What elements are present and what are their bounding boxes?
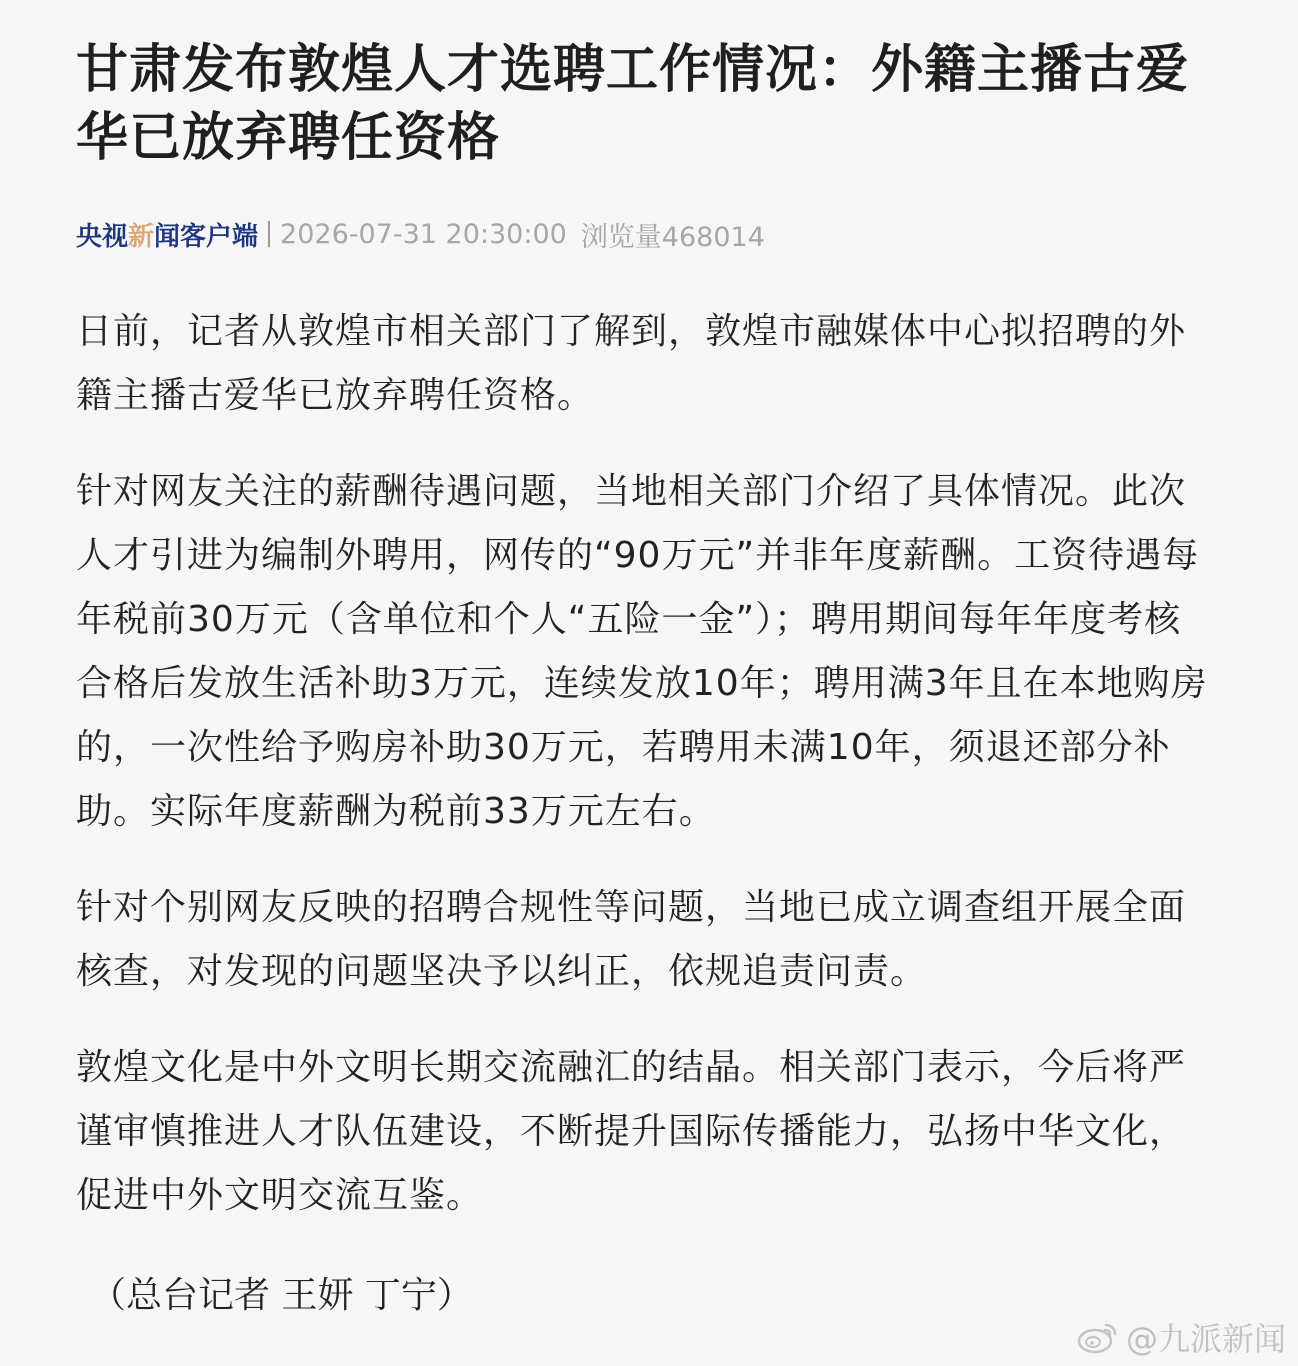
paragraph: 敦煌文化是中外文明长期交流融汇的结晶。相关部门表示，今后将严谨审慎推进人才队伍建设，不断提升国际传播能力，弘扬中华文化，促进中外文明交流互鉴。 [76,1047,1187,1216]
weibo-icon [1076,1319,1120,1355]
view-count: 浏览量468014 [580,221,765,253]
source-name[interactable] [76,216,258,253]
watermark [1076,1314,1286,1360]
source-name-part3: 闻客户端 [154,221,259,252]
paragraph: 日前，记者从敦煌市相关部门了解到，敦煌市融媒体中心拟招聘的外籍主播古爱华已放弃聘任资格。 [76,311,1187,416]
paragraph: 针对个别网友反映的招聘合规性等问题，当地已成立调查组开展全面核查，对发现的问题坚决予以纠正，依规追责问责。 [76,887,1187,992]
meta-divider [268,221,270,247]
source-name-highlight: 新 [128,221,155,252]
publish-datetime: 2026-07-31 20:30:00 [280,218,567,250]
paragraph: 针对网友关注的薪酬待遇问题，当地相关部门介绍了具体情况。此次人才引进为编制外聘用，网传的“90万元”并非年度薪酬。工资待遇每年税前30万元（含单位和个人“五险一金”）；聘用期间每年年度考核合格后发放生活补助3万元，连续发放10年；聘用满3年且在本地购房的，一次性给予购房补助30万元，若聘用未满10年，须退还部分补助。实际年度薪酬为税前33万元左右。 [76,471,1208,832]
reporter-byline: （总台记者 王妍 丁宁） [90,1275,473,1316]
watermark-text: @九派新闻 [1125,1320,1286,1358]
article-title: 甘肃发布敦煌人才选聘工作情况：外籍主播古爱华已放弃聘任资格 [76,40,1190,168]
article [76,36,1216,1328]
source-name-part1: 央视 [76,221,129,252]
article-meta [76,216,1216,252]
